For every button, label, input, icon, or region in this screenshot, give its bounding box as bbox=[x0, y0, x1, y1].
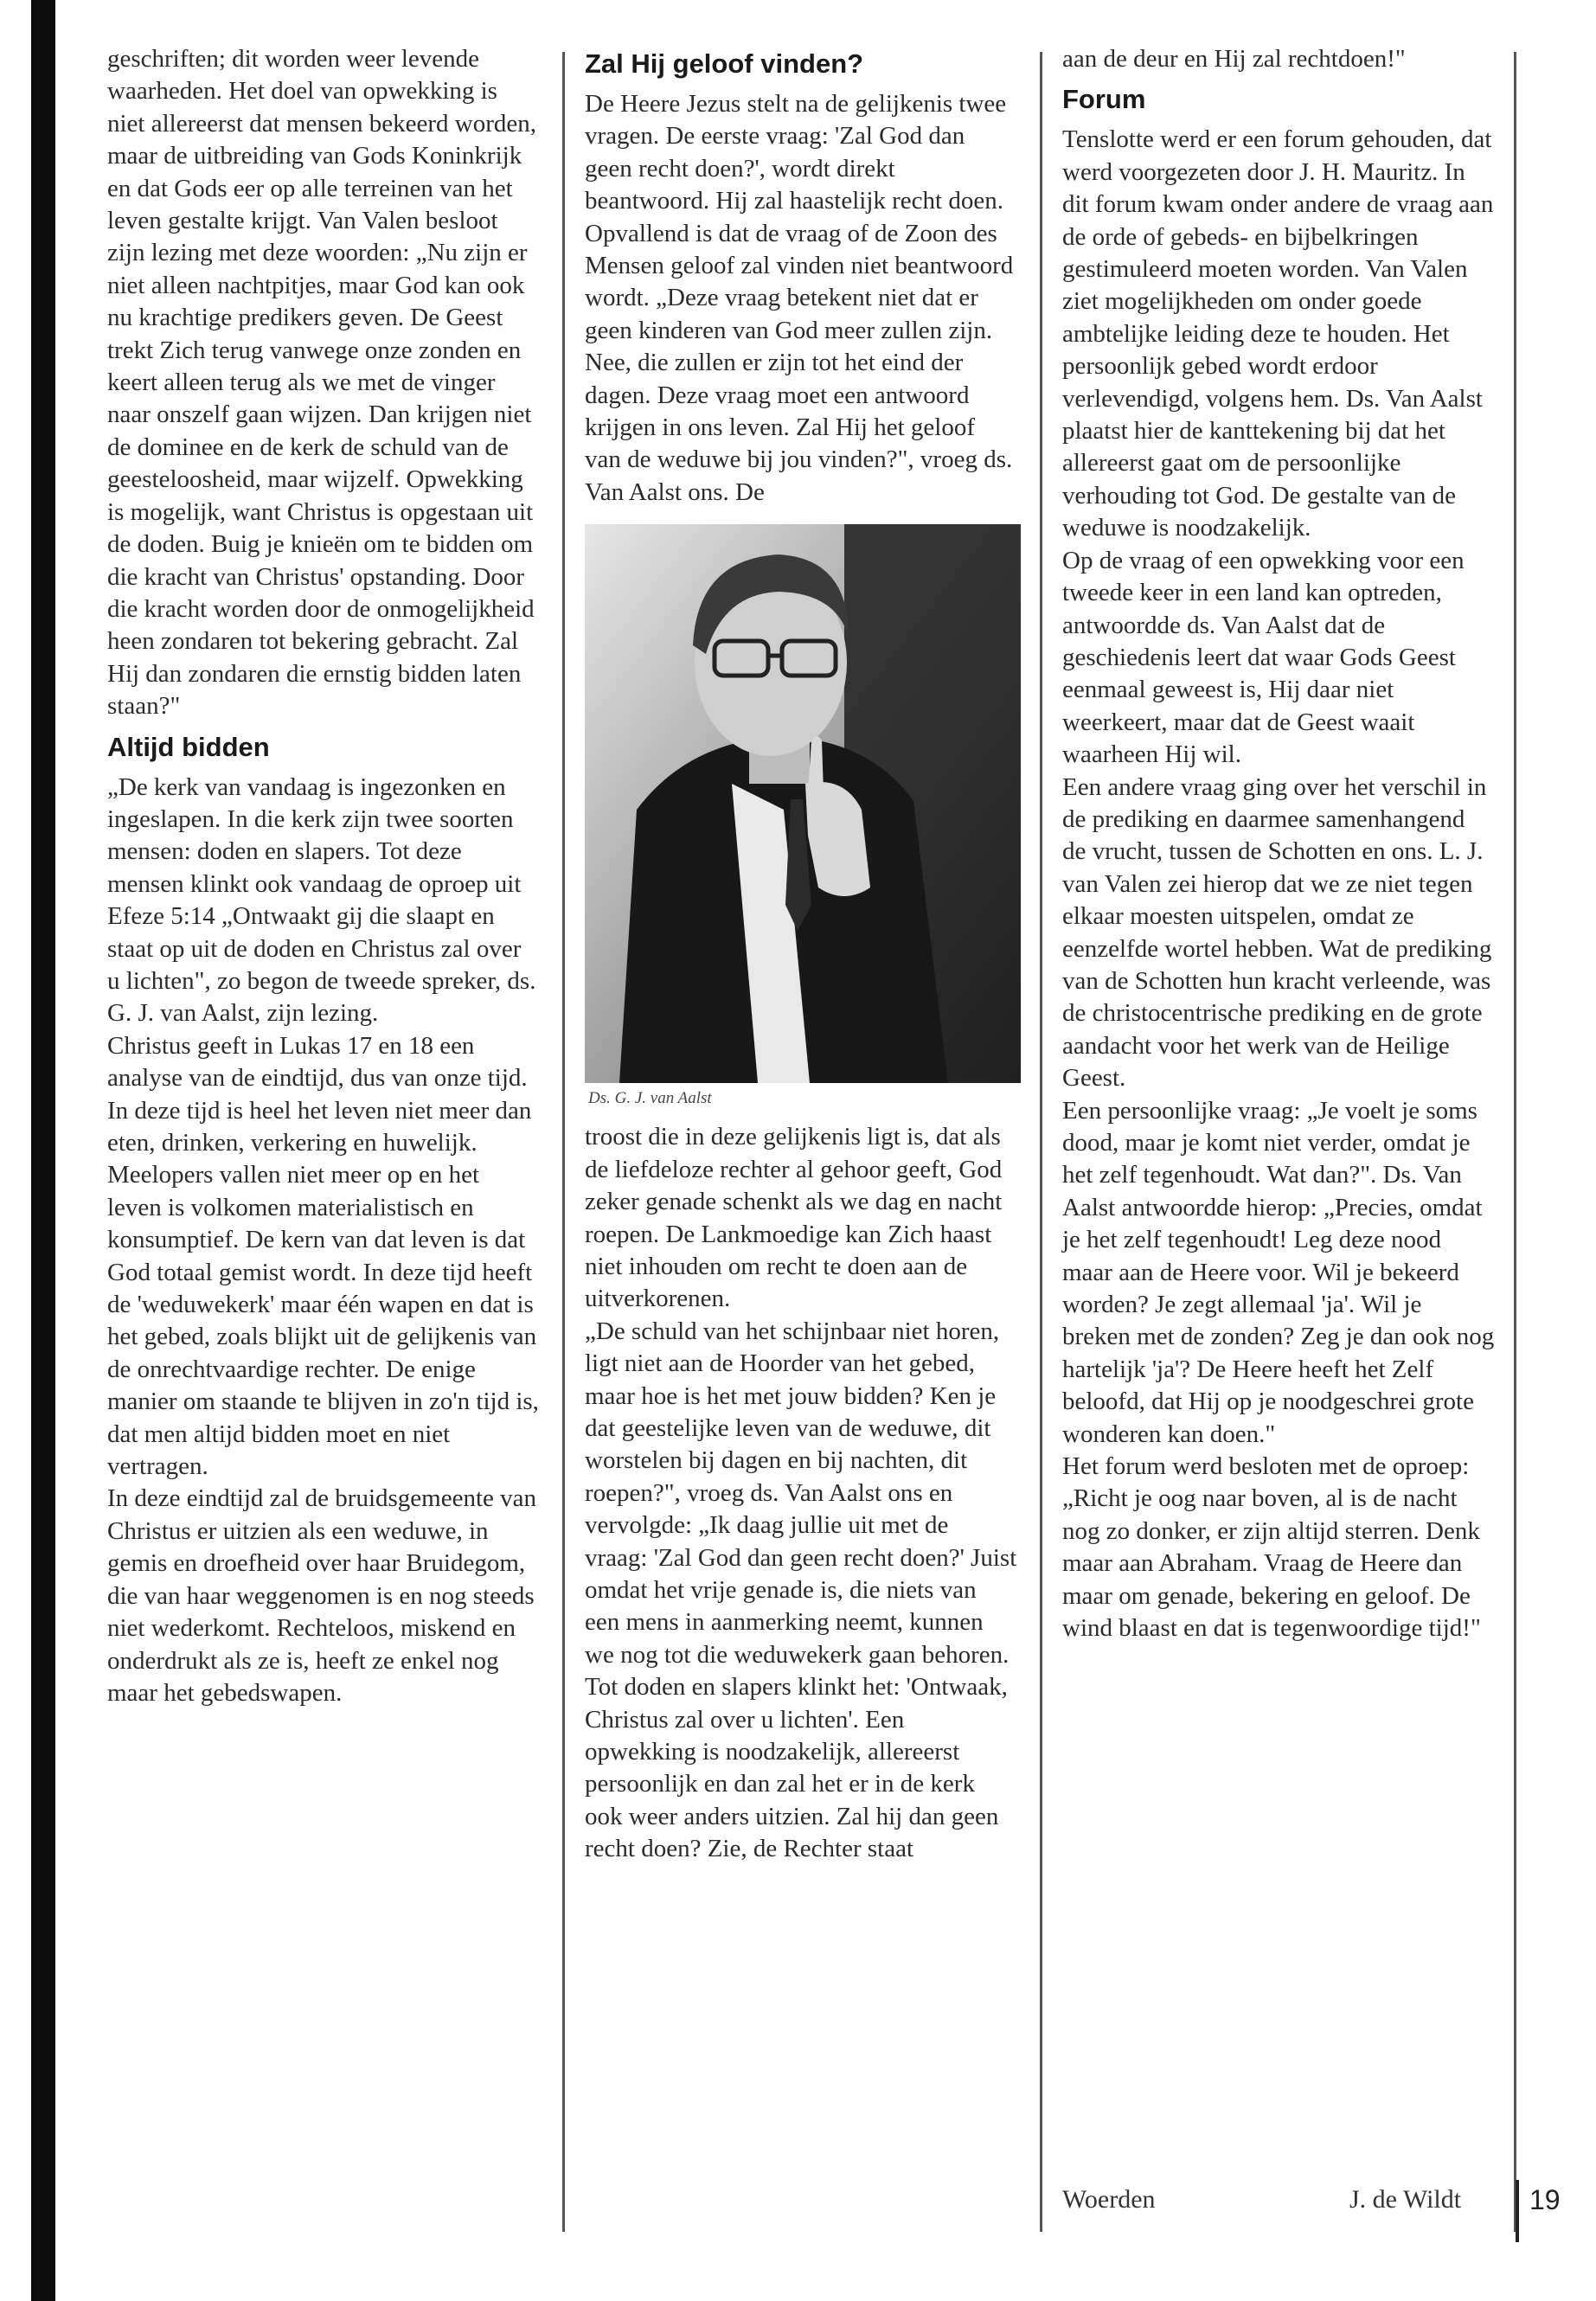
paragraph: aan de deur en Hij zal rechtdoen!" bbox=[1062, 45, 1406, 73]
section-heading-altijd-bidden: Altijd bidden bbox=[107, 731, 270, 762]
paragraph: „De schuld van het schijnbaar niet horen, ligt niet aan de Hoorder van het gebed, maar hoe is het met jouw bidden? Ken je dat geestelijke leven van de weduwe, dit worstelen bij dagen en bij nachten, dit roepen?", vroeg ds. Van Aalst ons en vervolgde: „Ik daag jullie uit met de vraag: 'Zal God dan geen recht doen?' Juist omdat het vrije genade is, die niets van een mens in aanmerking neemt, kunnen we nog tot die weduwekerk gaan behoren. Tot doden en slapers klinkt het: 'Ontwaak, Christus zal over u lichten'. Een opwekking is noodzakelijk, allereerst persoonlijk en dan zal het er in de kerk ook weer anders uitzien. Zal hij dan geen recht doen? Zie, de Rechter staat bbox=[585, 1317, 1017, 1863]
column-rule bbox=[1514, 52, 1516, 2232]
column-2 bbox=[585, 43, 1017, 1866]
paragraph: Op de vraag of een opwekking voor een tweede keer in een land kan optreden, antwoordde ds. Van Aalst dat de geschiedenis leert dat waar Gods Geest eenmaal geweest is, Hij daar niet weerkeert, maar dat de Geest waait waarheen Hij wil. bbox=[1062, 546, 1465, 769]
paragraph: In deze eindtijd zal de bruidsgemeente van Christus er uitzien als een weduwe, in gemis en droefheid over haar Bruidegom, die van haar weggenomen is en nog steeds niet wederkomt. Rechteloos, miskend en onderdrukt als ze is, heeft ze enkel nog maar het gebedswapen. bbox=[107, 1484, 537, 1707]
paragraph: Een persoonlijke vraag: „Je voelt je soms dood, maar je komt niet verder, omdat je het zelf tegenhoudt. Wat dan?". Ds. Van Aalst antwoordde hierop: „Precies, omdat je het zelf tegenhoudt! Leg deze nood maar aan de Heere voor. Wil je bekeerd worden? Je zegt allemaal 'ja'. Wil je breken met de zonden? Zeg je dan ook nog hartelijk 'ja'? De Heere heeft het Zelf beloofd, dat Hij op je noodgeschrei grote wonderen kan doen." bbox=[1062, 1096, 1495, 1448]
paragraph: troost die in deze gelijkenis ligt is, dat als de liefdeloze rechter al gehoor geeft, God zeker genade schenkt als we dag en nacht roepen. De Lankmoedige kan Zich haast niet inhouden om recht te doen aan de uitverkorenen. bbox=[585, 1123, 1003, 1313]
footer-author: J. de Wildt bbox=[1349, 2185, 1462, 2214]
column-rule bbox=[1040, 52, 1042, 2232]
section-heading-forum: Forum bbox=[1062, 84, 1146, 115]
column-rule bbox=[562, 52, 565, 2232]
paragraph: „De kerk van vandaag is ingezonken en ingeslapen. In die kerk zijn twee soorten mensen: doden en slapers. Tot deze mensen klinkt ook vandaag de oproep uit Efeze 5:14 „Ontwaakt gij die slaapt en staat op uit de doden en Christus zal over u lichten", zo begon de tweede spreker, ds. G. J. van Aalst, zijn lezing. bbox=[107, 772, 536, 1028]
page-number: 19 bbox=[1529, 2184, 1561, 2215]
paragraph: De Heere Jezus stelt na de gelijkenis twee vragen. De eerste vraag: 'Zal God dan geen recht doen?', wordt direkt beantwoord. Hij zal haastelijk recht doen. Opvallend is dat de vraag of de Zoon des Mensen geloof zal vinden niet beantwoord wordt. „Deze vraag betekent niet dat er geen kinderen van God meer zullen zijn. Nee, die zullen er zijn tot het eind der dagen. Deze vraag moet een antwoord krijgen in ons leven. Zal Hij het geloof van de weduwe bij jou vinden?", vroeg ds. Van Aalst ons. De bbox=[585, 90, 1014, 506]
paragraph: Christus geeft in Lukas 17 en 18 een analyse van de eindtijd, dus van onze tijd. In deze tijd is heel het leven niet meer dan eten, drinken, verkering en huwelijk. Meelopers vallen niet meer op en het leven is volkomen materialistisch en konsumptief. De kern van dat leven is dat God totaal gemist wordt. In deze tijd heeft de 'weduwekerk' maar één wapen en dat is het gebed, zoals blijkt uit de gelijkenis van de onrechtvaardige rechter. De enige manier om staande te blijven in zo'n tijd is, dat men altijd bidden moet en niet vertragen. bbox=[107, 1031, 539, 1481]
footer-place: Woerden bbox=[1062, 2185, 1156, 2214]
column-3 bbox=[1062, 43, 1495, 1645]
paragraph: geschriften; dit worden weer levende waarheden. Het doel van opwekking is niet allereerst dat mensen bekeerd worden, maar de uitbreiding van Gods Koninkrijk en dat Gods eer op alle terreinen van het leven gestalte krijgt. Van Valen besloot zijn lezing met deze woorden: „Nu zijn er niet alleen nachtpitjes, maar God kan ook nu krachtige predikers geven. De Geest trekt Zich terug vanwege onze zonden en keert alleen terug als we met de vinger naar onszelf gaan wijzen. Dan krijgen niet de dominee en de kerk de schuld van de geesteloosheid, maar wijzelf. Opwekking is mogelijk, want Christus is opgestaan uit de doden. Buig je knieën om te bidden om die kracht van Christus' opstanding. Door die kracht worden door de onmogelijkheid heen zondaren tot bekering gebracht. Zal Hij dan zondaren die ernstig bidden laten staan?" bbox=[107, 45, 537, 721]
page-number-rule bbox=[1516, 2180, 1519, 2242]
paragraph: Een andere vraag ging over het verschil in de prediking en daarmee samenhangend de vrucht, tussen de Schotten en ons. L. J. van Valen zei hierop dat we ze niet tegen elkaar moesten uitspelen, omdat ze eenzelfde wortel hebben. Wat de prediking van de Schotten hun kracht verleende, was de christocentrische prediking en de grote aandacht voor het werk van de Heilige Geest. bbox=[1062, 772, 1492, 1093]
paragraph: Tenslotte werd er een forum gehouden, dat werd voorgezeten door J. H. Mauritz. In dit forum kwam onder andere de vraag aan de orde of gebeds- en bijbelkringen gestimuleerd moeten worden. Van Valen ziet mogelijkheden om onder goede ambtelijke leiding deze te houden. Het persoonlijk gebed wordt erdoor verlevendigd, volgens hem. Ds. Van Aalst plaatst hier de kanttekening bij dat het allereerst gaat om de persoonlijke verhouding tot God. De gestalte van de weduwe is noodzakelijk. bbox=[1062, 125, 1494, 542]
photo-caption: Ds. G. J. van Aalst bbox=[588, 1089, 712, 1108]
paragraph: Het forum werd besloten met de oproep: „Richt je oog naar boven, al is de nacht nog zo donker, er zijn altijd sterren. Denk maar aan Abraham. Vraag de Heere dan maar om genade, bekering en geloof. De wind blaast en dat is tegenwoordige tijd!" bbox=[1062, 1452, 1481, 1643]
section-heading-zal-hij-geloof-vinden: Zal Hij geloof vinden? bbox=[585, 48, 864, 79]
speaker-photo bbox=[585, 524, 1021, 1083]
column-1 bbox=[107, 43, 540, 1709]
scan-edge-bar bbox=[31, 0, 55, 2301]
